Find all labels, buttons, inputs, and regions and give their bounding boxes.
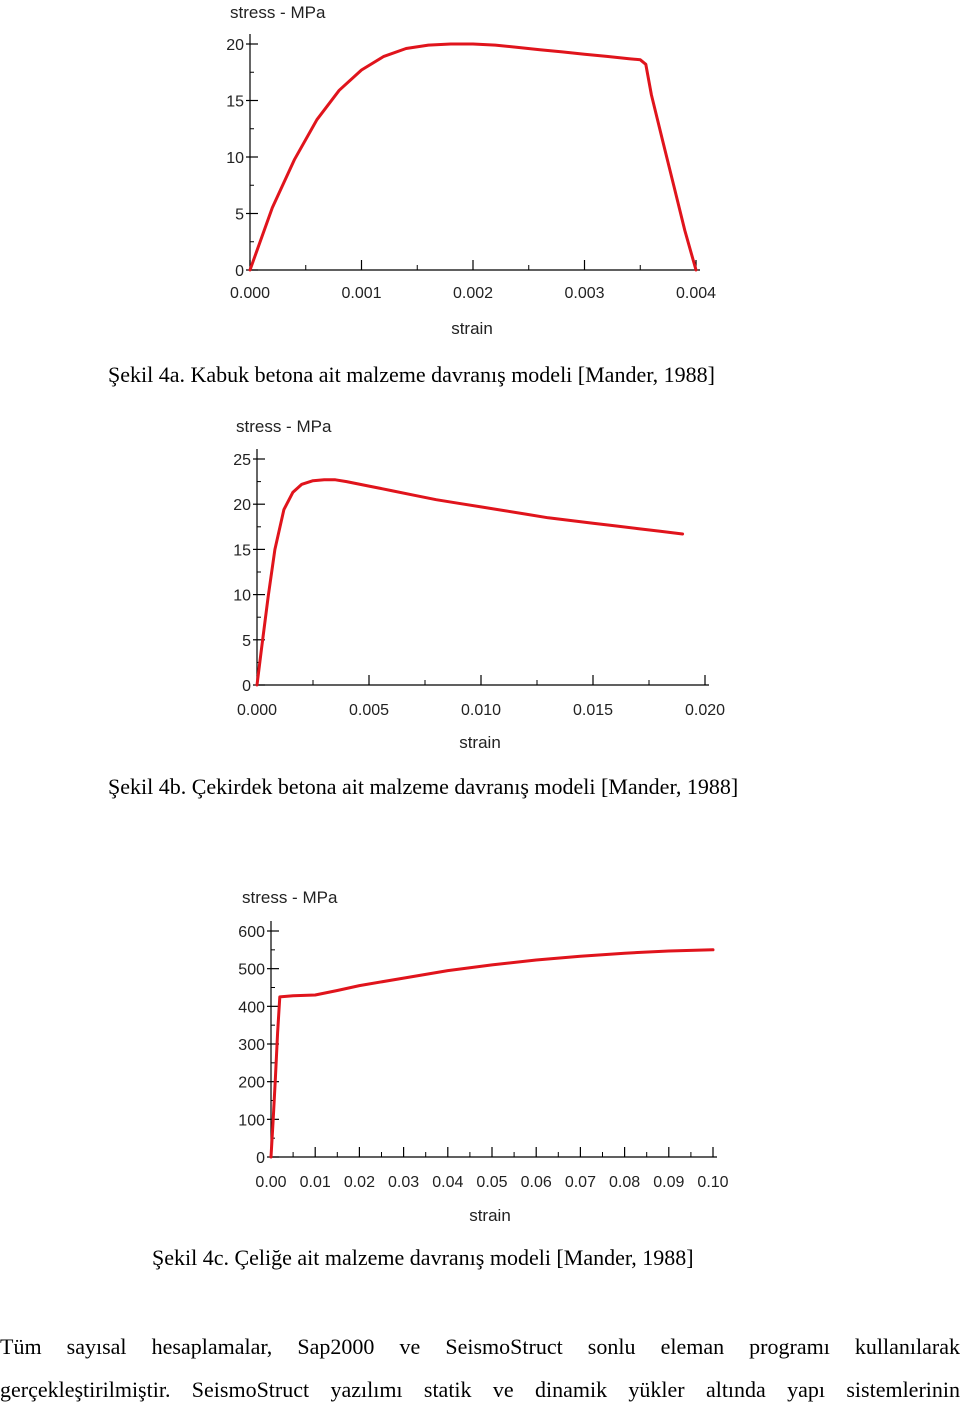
y-tick-label: 5 xyxy=(242,632,251,650)
y-tick-label: 10 xyxy=(233,587,251,605)
x-tick-label: 0.06 xyxy=(520,1174,552,1191)
x-tick-label: 0.01 xyxy=(299,1174,331,1191)
chart-celik xyxy=(0,880,960,1230)
x-tick-label: 0.10 xyxy=(697,1174,729,1191)
stress-strain-curve xyxy=(257,480,683,685)
y-tick-label: 0 xyxy=(256,1150,265,1167)
x-axis-label: strain xyxy=(451,319,493,338)
x-tick-label: 0.02 xyxy=(343,1174,375,1191)
x-tick-label: 0.010 xyxy=(460,702,502,719)
y-tick-label: 400 xyxy=(238,999,265,1017)
chart-kabuk-beton xyxy=(0,0,960,345)
x-axis-label: strain xyxy=(459,733,501,752)
y-tick-label: 5 xyxy=(235,206,244,224)
caption-fig-4c: Şekil 4c. Çeliğe ait malzeme davranış modeli [Mander, 1988] xyxy=(152,1245,694,1270)
x-tick-label: 0.003 xyxy=(564,285,605,302)
caption-fig-4a: Şekil 4a. Kabuk betona ait malzeme davranış modeli [Mander, 1988] xyxy=(108,362,715,387)
x-tick-label: 0.005 xyxy=(348,702,390,719)
y-tick-label: 0 xyxy=(242,678,251,695)
x-tick-label: 0.020 xyxy=(684,702,726,719)
y-axis-label: stress - MPa xyxy=(242,888,338,907)
x-tick-label: 0.001 xyxy=(341,285,382,302)
y-axis-label: stress - MPa xyxy=(230,3,326,22)
x-tick-label: 0.09 xyxy=(653,1174,685,1191)
x-tick-label: 0.07 xyxy=(564,1174,596,1191)
x-tick-label: 0.04 xyxy=(432,1174,464,1191)
x-tick-label: 0.002 xyxy=(452,285,494,302)
y-tick-label: 20 xyxy=(233,497,251,515)
x-tick-label: 0.00 xyxy=(255,1174,287,1191)
x-tick-label: 0.05 xyxy=(476,1174,508,1191)
stress-strain-curve xyxy=(271,950,713,1157)
y-tick-label: 20 xyxy=(226,37,244,54)
x-tick-label: 0.03 xyxy=(388,1174,420,1191)
y-tick-label: 25 xyxy=(233,452,251,469)
y-tick-label: 15 xyxy=(226,93,244,111)
y-tick-label: 0 xyxy=(235,263,244,280)
chart-cekirdek-beton xyxy=(0,405,960,755)
y-tick-label: 500 xyxy=(238,961,265,979)
stress-strain-curve xyxy=(250,44,696,270)
y-tick-label: 100 xyxy=(238,1112,265,1130)
y-tick-label: 200 xyxy=(238,1074,265,1092)
caption-fig-4b: Şekil 4b. Çekirdek betona ait malzeme davranış modeli [Mander, 1988] xyxy=(108,774,739,799)
x-tick-label: 0.000 xyxy=(229,285,271,302)
y-tick-label: 15 xyxy=(233,542,251,560)
y-tick-label: 600 xyxy=(238,924,265,941)
x-tick-label: 0.08 xyxy=(609,1174,641,1191)
y-tick-label: 10 xyxy=(226,150,244,167)
x-tick-label: 0.000 xyxy=(236,702,278,719)
x-tick-label: 0.004 xyxy=(675,285,717,302)
y-tick-label: 300 xyxy=(238,1037,265,1054)
body-line-1: Tüm sayısal hesaplamalar, Sap2000 ve SeismoStruct sonlu eleman programı kullanılarak xyxy=(0,1334,960,1359)
y-axis-label: stress - MPa xyxy=(236,417,332,436)
x-axis-label: strain xyxy=(469,1206,511,1225)
x-tick-label: 0.015 xyxy=(572,702,614,719)
body-line-2: gerçekleştirilmiştir. SeismoStruct yazılımı statik ve dinamik yükler altında yapı sistemlerinin xyxy=(0,1377,960,1402)
